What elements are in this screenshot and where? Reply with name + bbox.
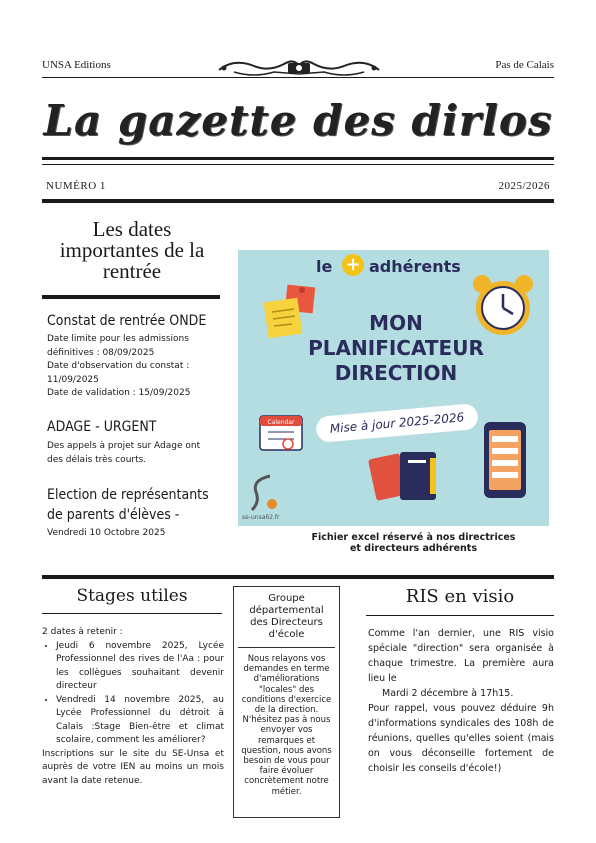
stages-title: Stages utiles	[76, 586, 188, 606]
poster-footer-line2: et directeurs adhérents	[349, 543, 477, 554]
se-unsa-logo-icon	[244, 474, 284, 514]
poster-footer	[238, 526, 549, 562]
bottom-section-rule	[42, 575, 554, 579]
poster-brand-adherents: adhérents	[369, 257, 461, 276]
stages-footer: Inscriptions sur le site du SE-Unsa et auprès de votre IEN au moins un mois avant la date retenue.	[42, 748, 224, 786]
onde-line: Date d'observation du constat : 11/09/2025	[47, 361, 190, 385]
school-year: 2025/2026	[498, 180, 550, 192]
masthead-title: La gazette des dirlos	[43, 96, 553, 145]
planner-poster[interactable]	[238, 250, 549, 526]
stages-body	[42, 626, 224, 788]
ris-paragraph-2: Pour rappel, vous pouvez déduire 9h d'informations syndicales des 108h de réunions, quelles qu'elles soient (mais on vous déconseille fortement de choisir les conseils d'école!)	[368, 703, 554, 774]
notebooks-icon	[364, 446, 454, 506]
adage-text: Des appels à projet sur Adage ont des délais très courts.	[47, 441, 201, 465]
ris-paragraph-1: Comme l'an dernier, une RIS visio spéciale "direction" sera organisée à chaque trimestre. La première aura lieu le	[368, 628, 554, 684]
ris-title: RIS en visio	[405, 586, 515, 607]
header-top-rule	[42, 77, 554, 78]
election-title: Election de représentants de parents d'élèves -	[47, 487, 209, 523]
poster-title-line1: MON	[369, 311, 423, 335]
poster-title-line2: PLANIFICATEUR	[308, 336, 484, 360]
poster-footer-line1: Fichier excel réservé à nos directrices	[311, 532, 516, 543]
adage-title: ADAGE - URGENT	[47, 419, 157, 435]
onde-line: Date limite pour les admissions définitives : 08/09/2025	[47, 334, 189, 358]
plus-icon: +	[342, 254, 364, 276]
issue-rule	[42, 199, 554, 203]
onde-line: Date de validation : 15/09/2025	[47, 388, 191, 398]
ris-title-rule	[366, 615, 554, 616]
subtitle-banner	[315, 403, 479, 443]
groupe-box	[233, 586, 340, 818]
calendar-icon	[258, 410, 306, 454]
ris-date: Mardi 2 décembre à 17h15.	[382, 688, 514, 699]
logo-text: se-unsa62.fr	[242, 514, 280, 521]
stage-item: • Vendredi 14 novembre 2025, au Lycée Professionnel du détroit à Calais :Stage Bien-être et climat scolaire, comment les améliorer?	[56, 694, 224, 748]
left-title-rule	[42, 295, 220, 299]
phone-checklist-icon	[480, 420, 530, 500]
stages-intro: 2 dates à retenir :	[42, 627, 123, 637]
issue-number: NUMÉRO 1	[46, 180, 106, 192]
publisher-label: UNSA Editions	[42, 59, 111, 71]
region-label: Pas de Calais	[495, 59, 554, 71]
onde-title: Constat de rentrée ONDE	[47, 313, 207, 329]
dates-section-title: Les dates importantes de la rentrée	[59, 217, 205, 283]
groupe-text: Nous relayons vos demandes en terme d'améliorations "locales" des conditions d'exercice de la direction. N'hésitez pas à nous envoyer vos remarques et question, nous avons besoin de vous pour faire évoluer concrètement notre métier.	[241, 654, 332, 797]
masthead-rule-thin	[42, 164, 554, 165]
stages-title-rule	[42, 613, 222, 614]
calendar-label: Calendar	[267, 419, 295, 426]
onde-details	[47, 333, 227, 401]
groupe-title: Groupe départemental des Directeurs d'école	[249, 593, 324, 640]
poster-brand-le: le	[316, 257, 333, 276]
groupe-rule	[238, 647, 335, 648]
masthead-rule-thick	[42, 157, 554, 160]
ris-body	[368, 626, 554, 776]
poster-subtitle: Mise à jour 2025-2026	[329, 410, 465, 436]
election-date: Vendredi 10 Octobre 2025	[47, 528, 166, 538]
stage-item: • Jeudi 6 novembre 2025, Lycée Professionnel des rives de l'Aa : pour les collègues souhaitant devenir directeur	[56, 640, 224, 694]
poster-title-line3: DIRECTION	[334, 361, 458, 385]
